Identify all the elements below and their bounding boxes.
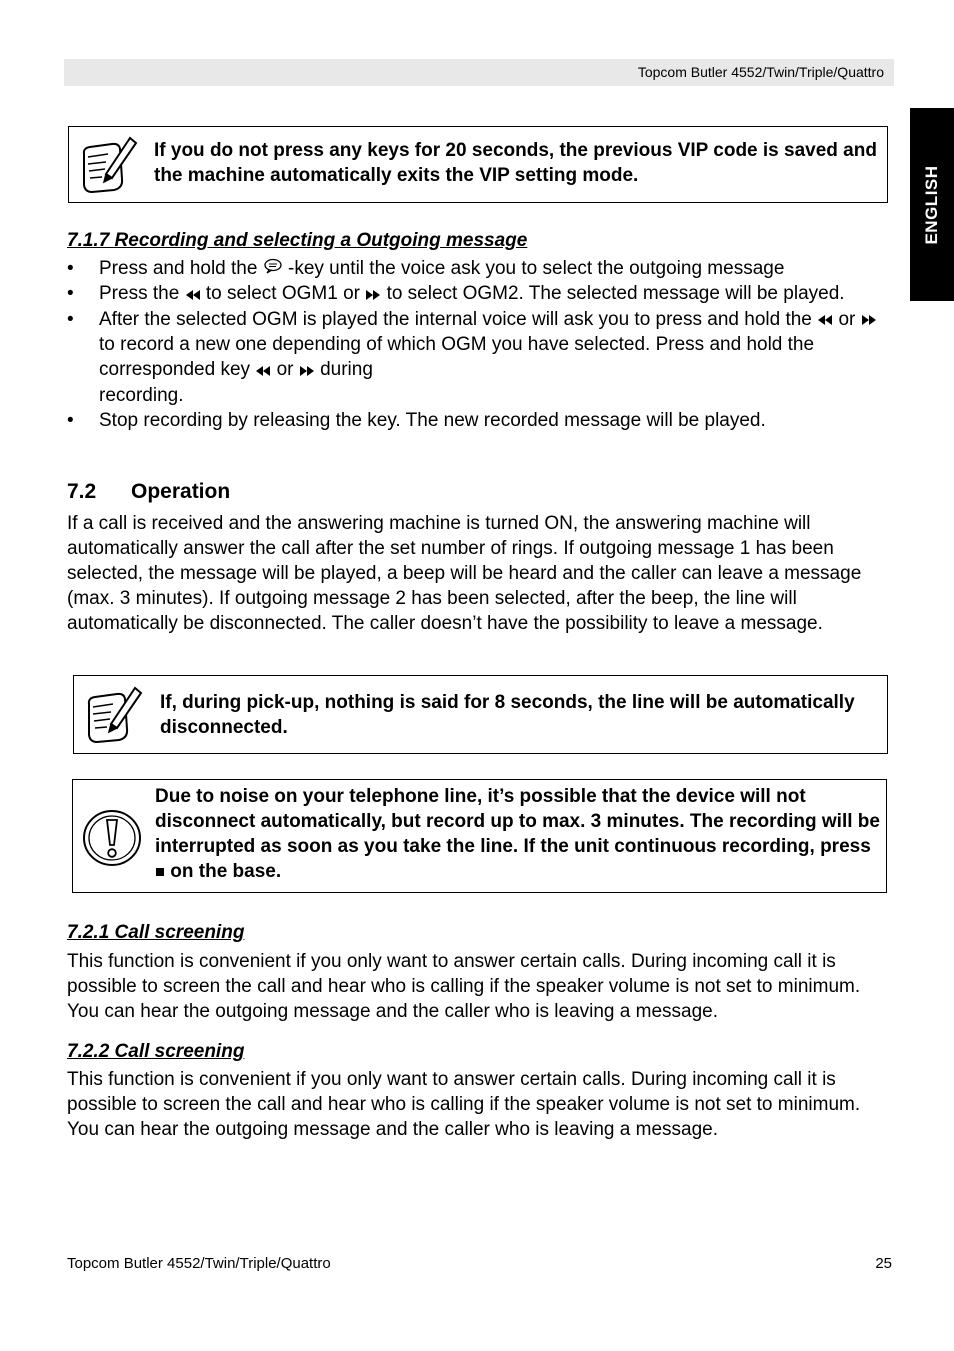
language-tab (910, 108, 954, 301)
message-key-icon (263, 256, 283, 281)
text-fragment: or (276, 359, 299, 381)
bullet-marker: • (67, 283, 74, 305)
instruction-list (67, 256, 897, 433)
list-item (67, 281, 897, 306)
list-item (67, 307, 897, 408)
text-fragment: Due to noise on your telephone line, it’s possible that the device will not disconnect automatically, but record up to max. 3 minutes. The recording will be interrupted as soon as you take the line. If the unit continuous recording, press (155, 786, 880, 857)
forward-key-icon (365, 282, 381, 307)
text-fragment: or (838, 308, 861, 330)
header-title: Topcom Butler 4552/Twin/Triple/Quattro (637, 64, 884, 80)
call-screening-paragraph: This function is convenient if you only want to answer certain calls. During incoming call it is possible to screen the call and hear who is calling if the speaker volume is not set to minimum. You can hear the outgoing message and the caller who is leaving a message. (67, 951, 861, 1022)
rewind-key-icon (185, 282, 201, 307)
text-fragment: on the base. (165, 861, 282, 882)
text-fragment: to select OGM2. The selected message will be played. (386, 283, 845, 305)
text-fragment: Press and hold the (99, 258, 263, 279)
section-heading-7-2-1: 7.2.1 Call screening (67, 922, 245, 943)
section-heading-7-2 (67, 480, 230, 504)
text-fragment: during (320, 359, 373, 381)
forward-key-icon (861, 307, 877, 332)
text-fragment: Press the (99, 283, 185, 305)
call-screening-paragraph-2: This function is convenient if you only want to answer certain calls. During incoming call it is possible to screen the call and hear who is calling if the speaker volume is not set to minimum. You can hear the outgoing message and the caller who is leaving a message. (67, 1069, 861, 1140)
forward-key-icon (299, 358, 315, 383)
section-heading-7-1-7: 7.1.7 Recording and selecting a Outgoing message (67, 230, 528, 251)
bullet-marker: • (67, 258, 74, 279)
note-text: If you do not press any keys for 20 seconds, the previous VIP code is saved and the machine automatically exits the VIP setting mode. (154, 140, 877, 186)
text-fragment: Stop recording by releasing the key. The new recorded message will be played. (99, 409, 766, 431)
page-header (64, 59, 894, 86)
list-item (67, 256, 897, 281)
section-number: 7.2 (67, 480, 97, 503)
footer-title: Topcom Butler 4552/Twin/Triple/Quattro (67, 1255, 331, 1272)
language-tab-label: ENGLISH (922, 164, 941, 245)
note-box-pickup (73, 675, 888, 754)
text-fragment: to select OGM1 or (205, 283, 366, 305)
text-fragment: to record a new one depending of which OGM you have selected. Press and hold the corresponded key (99, 334, 815, 381)
operation-paragraph: If a call is received and the answering machine is turned ON, the answering machine will automatically answer the call after the set number of rings. If outgoing message 1 has been selected, the message will be played, a beep will be heard and the caller can leave a message (max. 3 minutes). If outgoing message 2 has been selected, after the beep, the line will automatically be disconnected. The caller doesn’t have the possibility to leave a message. (67, 513, 862, 634)
text-fragment: recording. (99, 384, 184, 406)
warning-box (72, 779, 887, 893)
bullet-marker: • (67, 409, 74, 431)
bullet-marker: • (67, 308, 74, 330)
text-fragment: -key until the voice ask you to select the outgoing message (288, 258, 785, 279)
stop-key-icon (155, 859, 165, 884)
exclamation-icon (81, 808, 143, 873)
rewind-key-icon (817, 307, 833, 332)
section-title: Operation (131, 480, 231, 503)
text-fragment: After the selected OGM is played the internal voice will ask you to press and hold the (99, 308, 818, 330)
section-heading-7-2-2: 7.2.2 Call screening (67, 1041, 245, 1062)
note-text: If, during pick-up, nothing is said for 8 seconds, the line will be automatically disconnected. (160, 692, 855, 738)
note-pencil-icon (78, 134, 140, 201)
page-number: 25 (875, 1255, 892, 1272)
note-box-vip (68, 126, 888, 203)
list-item (67, 408, 897, 433)
rewind-key-icon (255, 358, 271, 383)
note-pencil-icon (83, 684, 145, 751)
warning-text (155, 784, 880, 884)
